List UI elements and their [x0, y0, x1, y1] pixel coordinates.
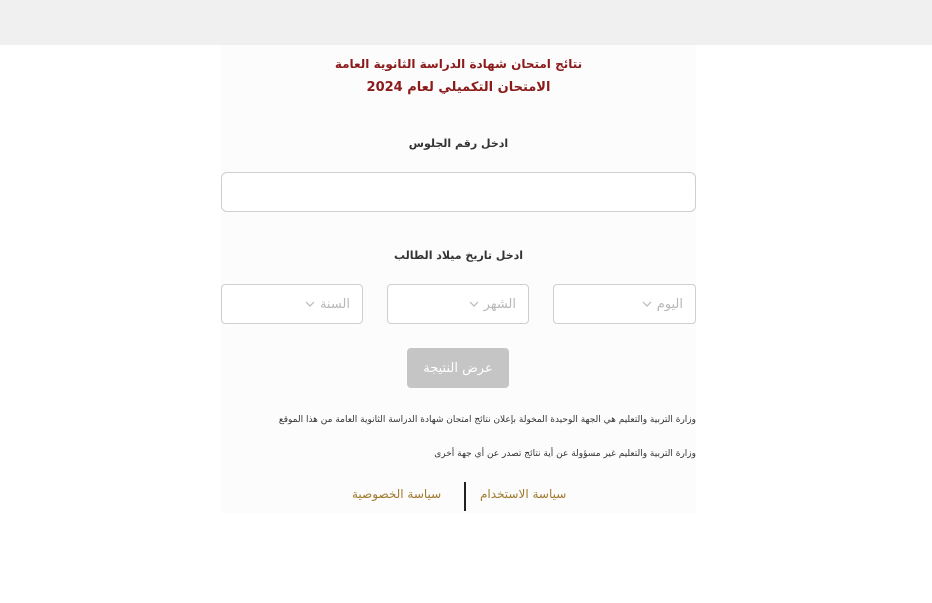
- year-select[interactable]: [221, 284, 363, 324]
- month-select-placeholder: الشهر: [483, 296, 516, 312]
- form-panel: [221, 45, 696, 513]
- page-subtitle: الامتحان التكميلي لعام 2024: [366, 80, 551, 95]
- notice-disclaimer: وزارة التربية والتعليم غير مسؤولة عن أية نتائج تصدر عن أي جهة أخرى: [434, 449, 696, 459]
- chevron-down-icon: [304, 298, 316, 310]
- seat-number-label: ادخل رقم الجلوس: [408, 137, 509, 150]
- privacy-policy-link[interactable]: سياسة الخصوصية: [352, 487, 442, 501]
- seat-number-input[interactable]: [221, 172, 696, 212]
- terms-of-use-link[interactable]: سياسة الاستخدام: [480, 487, 567, 501]
- chevron-down-icon: [641, 298, 653, 310]
- year-select-placeholder: السنة: [319, 296, 350, 312]
- page-title: نتائج امتحان شهادة الدراسة الثانوية العامة: [334, 57, 583, 71]
- day-select-placeholder: اليوم: [656, 296, 683, 312]
- notice-official-source: وزارة التربية والتعليم هي الجهة الوحيدة المخولة بإعلان نتائج امتحان شهادة الدراسة الثانوية العامة من هذا الموقع: [278, 415, 696, 425]
- show-result-button[interactable]: عرض النتيجة: [407, 348, 509, 388]
- chevron-down-icon: [468, 298, 480, 310]
- month-select[interactable]: [387, 284, 529, 324]
- footer-divider: [464, 482, 466, 511]
- top-bar: [0, 0, 932, 45]
- birth-date-label: ادخل تاريخ ميلاد الطالب: [393, 249, 524, 262]
- day-select[interactable]: [553, 284, 696, 324]
